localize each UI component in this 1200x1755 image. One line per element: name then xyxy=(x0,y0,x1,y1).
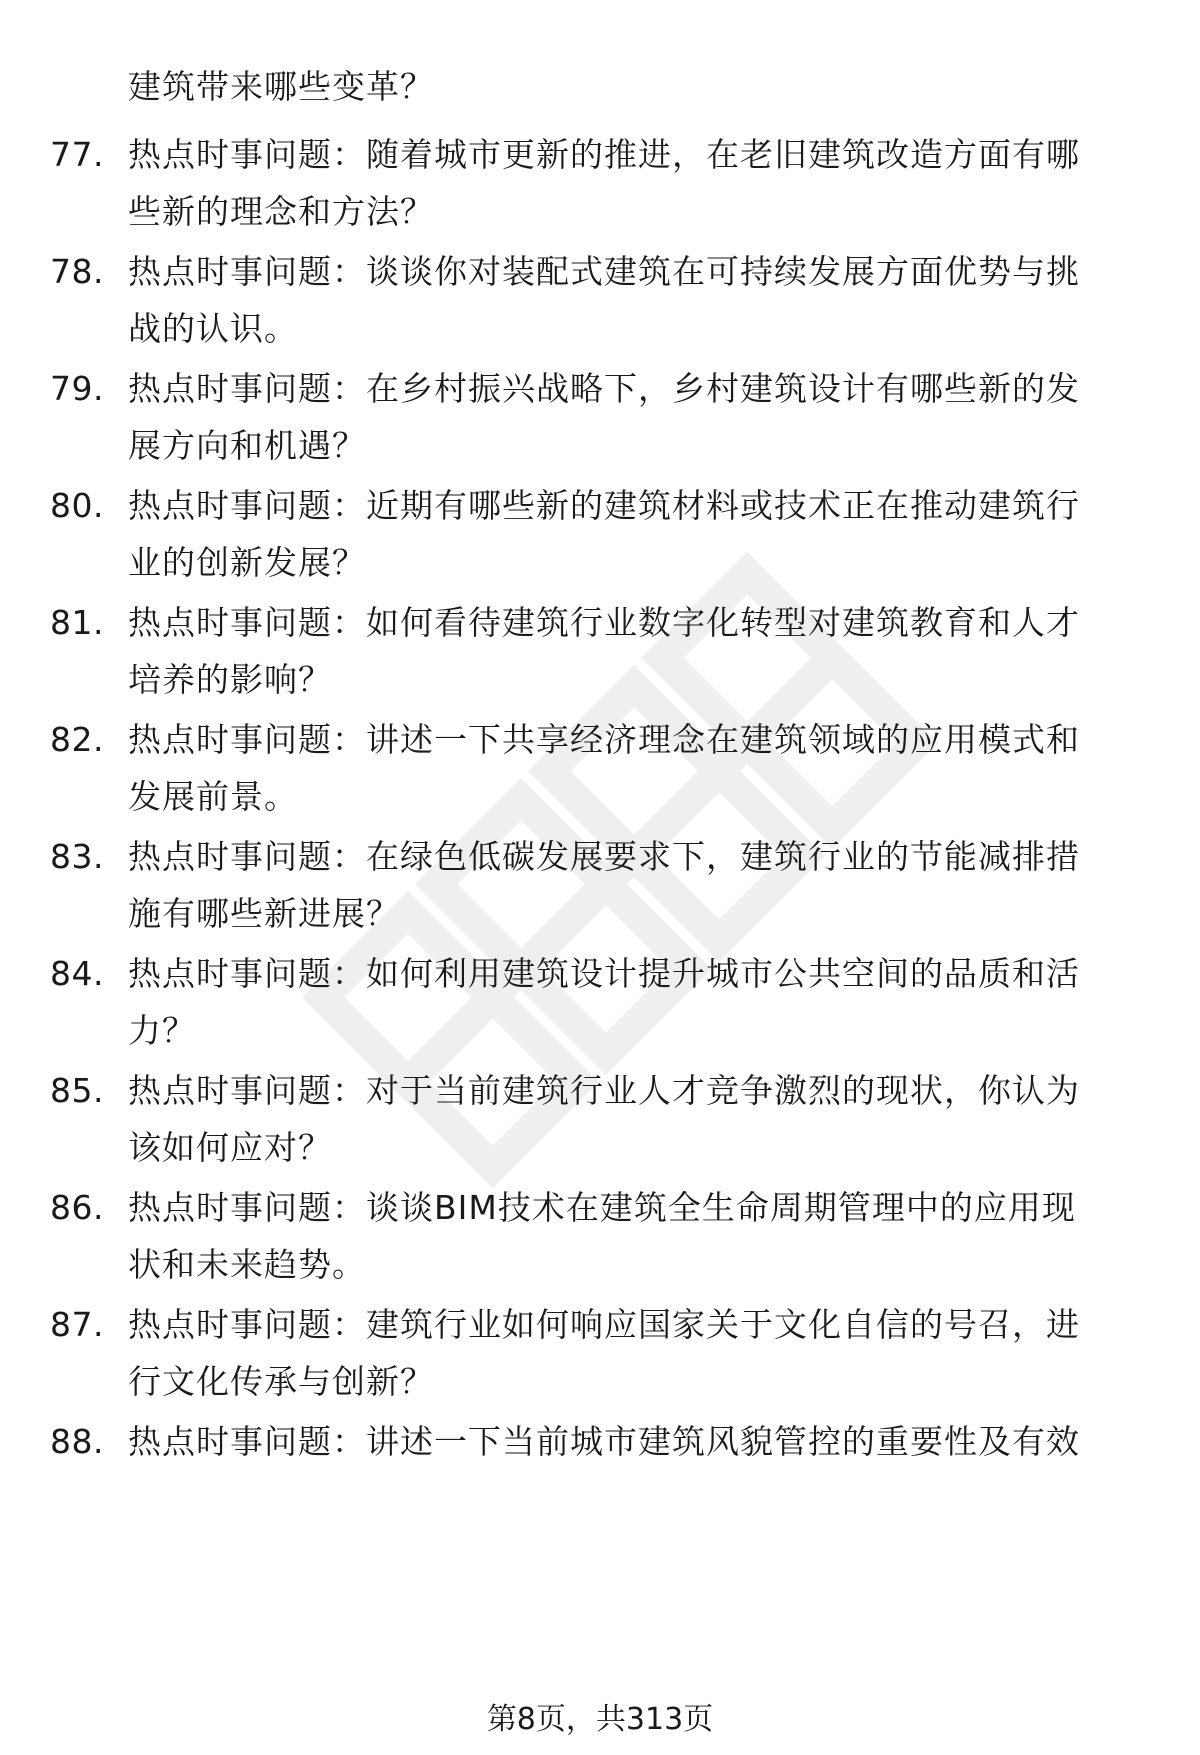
question-text-line: 些新的理念和方法？ xyxy=(128,192,434,231)
page-footer: 第8页，共313页 xyxy=(486,1702,714,1737)
question-text-line: 力？ xyxy=(128,1011,196,1050)
question-text-line: 发展前景。 xyxy=(128,777,298,816)
question-text xyxy=(128,360,1188,474)
question-text-line: 热点时事问题：在绿色低碳发展要求下，建筑行业的节能减排措 xyxy=(128,837,1080,876)
question-number: 78. xyxy=(50,252,104,291)
question-text-line: 热点时事问题：如何利用建筑设计提升城市公共空间的品质和活 xyxy=(128,954,1080,993)
question-text-line: 热点时事问题：建筑行业如何响应国家关于文化自信的号召，进 xyxy=(128,1305,1080,1344)
continuation-line: 建筑带来哪些变革？ xyxy=(128,67,434,106)
question-text-line: 状和未来趋势。 xyxy=(128,1245,366,1284)
question-number: 82. xyxy=(50,720,104,759)
question-number: 80. xyxy=(50,486,104,525)
question-text xyxy=(128,126,1188,240)
question-text-line: 热点时事问题：讲述一下共享经济理念在建筑领域的应用模式和 xyxy=(128,720,1080,759)
question-number: 85. xyxy=(50,1071,104,1110)
question-text xyxy=(128,243,1188,357)
question-text xyxy=(128,1062,1188,1176)
question-number: 81. xyxy=(50,603,104,642)
question-text-line: 展方向和机遇？ xyxy=(128,426,366,465)
question-text-line: 热点时事问题：谈谈你对装配式建筑在可持续发展方面优势与挑 xyxy=(128,252,1080,291)
question-text xyxy=(128,1296,1188,1410)
question-text xyxy=(128,477,1188,591)
question-text xyxy=(128,1413,1188,1470)
question-text-line: 热点时事问题：谈谈BIM技术在建筑全生命周期管理中的应用现 xyxy=(128,1188,1076,1227)
question-text-line: 热点时事问题：近期有哪些新的建筑材料或技术正在推动建筑行 xyxy=(128,486,1080,525)
question-text-line: 热点时事问题：对于当前建筑行业人才竞争激烈的现状，你认为 xyxy=(128,1071,1080,1110)
question-text-line: 热点时事问题：随着城市更新的推进，在老旧建筑改造方面有哪 xyxy=(128,135,1080,174)
question-text-line: 施有哪些新进展？ xyxy=(128,894,400,933)
question-number: 84. xyxy=(50,954,104,993)
question-text-line: 战的认识。 xyxy=(128,309,298,348)
question-number: 79. xyxy=(50,369,104,408)
question-text-line: 培养的影响？ xyxy=(128,660,332,699)
question-text-line: 行文化传承与创新？ xyxy=(128,1362,434,1401)
question-text-line: 热点时事问题：如何看待建筑行业数字化转型对建筑教育和人才 xyxy=(128,603,1080,642)
question-text xyxy=(128,594,1188,708)
question-text-line: 热点时事问题：讲述一下当前城市建筑风貌管控的重要性及有效 xyxy=(128,1422,1080,1461)
question-number: 86. xyxy=(50,1188,104,1227)
question-text xyxy=(128,945,1188,1059)
question-number: 88. xyxy=(50,1422,104,1461)
question-text xyxy=(128,1179,1188,1293)
question-text-line: 该如何应对？ xyxy=(128,1128,332,1167)
question-text xyxy=(128,711,1188,825)
question-text xyxy=(128,828,1188,942)
question-number: 77. xyxy=(50,135,104,174)
question-text-line: 热点时事问题：在乡村振兴战略下，乡村建筑设计有哪些新的发 xyxy=(128,369,1080,408)
question-number: 83. xyxy=(50,837,104,876)
question-text-line: 业的创新发展？ xyxy=(128,543,366,582)
question-number: 87. xyxy=(50,1305,104,1344)
